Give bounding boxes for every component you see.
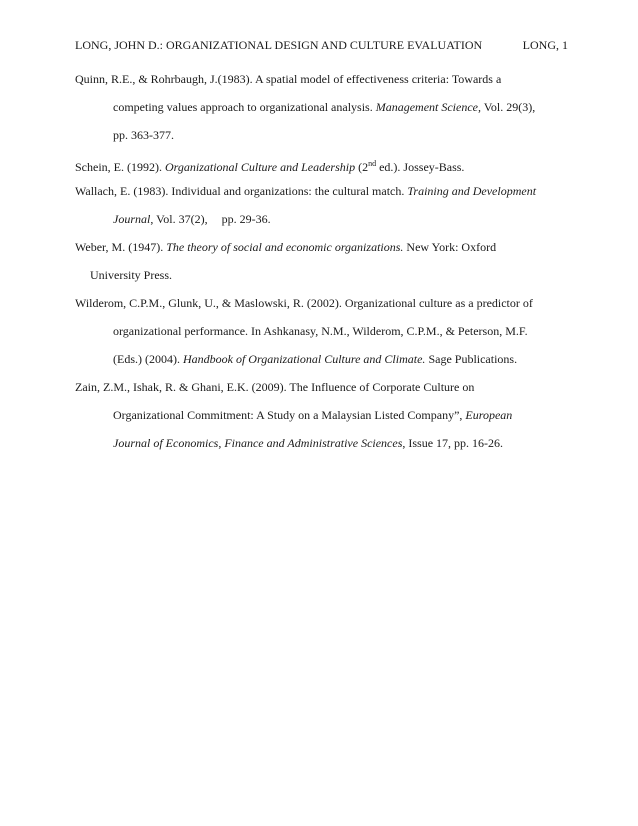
journal-title: European bbox=[465, 408, 513, 422]
reference-line: pp. 363-377. bbox=[113, 128, 174, 142]
reference-text: Wallach, E. (1983). Individual and organizations: the cultural match. bbox=[75, 184, 408, 198]
header-title: LONG, JOHN D.: ORGANIZATIONAL DESIGN AND CULTURE EVALUATION bbox=[75, 38, 483, 52]
journal-title: Management Science, bbox=[375, 100, 481, 114]
reference-line bbox=[75, 183, 575, 211]
reference-text: competing values approach to organizational analysis. bbox=[113, 100, 376, 114]
reference-line: Zain, Z.M., Ishak, R. & Ghani, E.K. (2009). The Influence of Corporate Culture on bbox=[75, 380, 475, 394]
journal-title: Journal of Economics, Finance and Administrative Sciences bbox=[113, 436, 403, 450]
book-title: Organizational Culture and Leadership bbox=[164, 160, 356, 174]
reference-text: , Vol. 37(2), bbox=[150, 212, 208, 226]
reference-wallach bbox=[75, 183, 575, 239]
reference-line bbox=[75, 99, 575, 127]
superscript: nd bbox=[368, 159, 377, 168]
reference-text: Sage Publications. bbox=[425, 352, 518, 366]
reference-text: (2 bbox=[355, 160, 369, 174]
book-title: The theory of social and economic organizations. bbox=[166, 240, 404, 254]
reference-text: Weber, M. (1947). bbox=[75, 240, 167, 254]
reference-line bbox=[75, 155, 575, 183]
reference-weber bbox=[75, 239, 575, 295]
reference-line bbox=[75, 239, 575, 267]
reference-text: pp. 29-36. bbox=[221, 212, 271, 226]
reference-text: Schein, E. (1992). bbox=[75, 160, 165, 174]
reference-line: Wilderom, C.P.M., Glunk, U., & Maslowski, R. (2002). Organizational culture as a predictor of bbox=[75, 296, 533, 310]
reference-line bbox=[75, 435, 575, 463]
reference-text: (Eds.) (2004). bbox=[113, 352, 183, 366]
reference-text: Organizational Commitment: A Study on a Malaysian Listed Company”, bbox=[113, 408, 466, 422]
book-title: Handbook of Organizational Culture and Climate. bbox=[182, 352, 426, 366]
reference-line bbox=[75, 211, 575, 239]
journal-title: Training and Development bbox=[407, 184, 537, 198]
reference-zain bbox=[75, 379, 575, 463]
reference-text: , Issue 17, pp. 16-26. bbox=[402, 436, 504, 450]
reference-text: Vol. 29(3), bbox=[481, 100, 536, 114]
reference-line bbox=[75, 351, 575, 379]
reference-schein bbox=[75, 155, 575, 183]
reference-line: Quinn, R.E., & Rohrbaugh, J.(1983). A spatial model of effectiveness criteria: Towards a bbox=[75, 72, 502, 86]
reference-line: University Press. bbox=[90, 268, 172, 282]
reference-line bbox=[75, 407, 575, 435]
reference-text: ed.). Jossey-Bass. bbox=[376, 160, 465, 174]
reference-line: organizational performance. In Ashkanasy, N.M., Wilderom, C.P.M., & Peterson, M.F. bbox=[113, 324, 528, 338]
page-number: LONG, 1 bbox=[522, 38, 568, 52]
reference-text: New York: Oxford bbox=[403, 240, 497, 254]
reference-quinn bbox=[75, 71, 575, 155]
reference-list bbox=[75, 71, 575, 463]
journal-title: Journal bbox=[113, 212, 151, 226]
reference-wilderom bbox=[75, 295, 575, 379]
